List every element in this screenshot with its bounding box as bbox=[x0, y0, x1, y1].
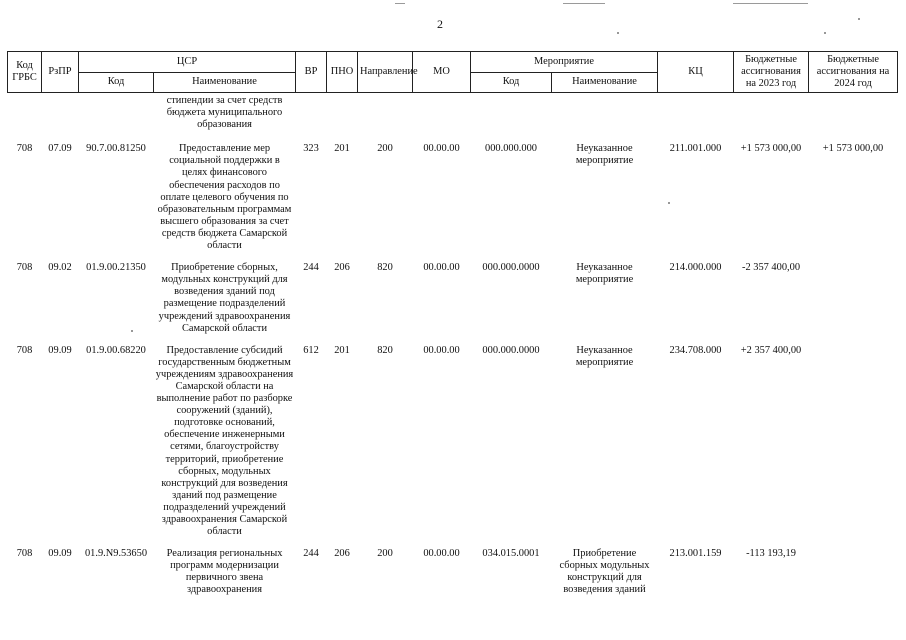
cell-pno: 206 bbox=[334, 262, 350, 274]
scan-artifact bbox=[395, 3, 405, 4]
cell-grbs bbox=[8, 93, 42, 144]
cell-event-name: Неуказанное мероприятие bbox=[575, 143, 634, 167]
table-row bbox=[8, 93, 898, 144]
cell-grbs: 708 bbox=[16, 548, 33, 560]
cell-pno: 201 bbox=[334, 143, 350, 155]
header-grbs: Код ГРБС bbox=[8, 52, 42, 93]
cell-csr-name: Приобретение сборных, модульных конструкций для возведения зданий под размещение подразделений учреждений здравоохранения Самарской области bbox=[158, 262, 291, 334]
header-csr-code: Код bbox=[79, 72, 154, 93]
cell-event-code: 000.000.000 bbox=[485, 143, 537, 155]
cell-event-code: 000.000.0000 bbox=[482, 344, 540, 356]
cell-event-name bbox=[552, 93, 658, 144]
header-event: Мероприятие bbox=[471, 52, 658, 73]
cell-grbs: 708 bbox=[16, 344, 33, 356]
table-row bbox=[8, 548, 898, 596]
cell-kc: 214.000.000 bbox=[669, 262, 722, 274]
budget-table bbox=[7, 51, 898, 597]
cell-budget-2024 bbox=[809, 93, 898, 144]
header-kc: КЦ bbox=[658, 52, 734, 93]
cell-direction: 200 bbox=[377, 143, 393, 155]
cell-event-name: Неуказанное мероприятие bbox=[575, 344, 634, 368]
cell-kc: 234.708.000 bbox=[669, 344, 722, 356]
cell-event-name: Приобретение сборных модульных конструкций для возведения зданий bbox=[559, 548, 650, 596]
cell-budget-2024: +1 573 000,00 bbox=[822, 143, 884, 155]
scan-artifact bbox=[617, 32, 619, 34]
cell-rzpr bbox=[42, 93, 79, 144]
cell-pno bbox=[327, 93, 358, 144]
cell-budget-2024 bbox=[809, 548, 898, 596]
cell-csr-code: 01.9.00.21350 bbox=[86, 262, 146, 274]
cell-budget-2023: -2 357 400,00 bbox=[742, 262, 801, 274]
cell-budget-2024 bbox=[809, 262, 898, 345]
cell-mo: 00.00.00 bbox=[423, 143, 460, 155]
cell-csr-code: 01.9.00.68220 bbox=[86, 344, 146, 356]
cell-rzpr: 09.09 bbox=[48, 548, 72, 560]
cell-grbs: 708 bbox=[16, 262, 33, 274]
cell-budget-2023 bbox=[734, 93, 809, 144]
scan-artifact bbox=[858, 18, 860, 20]
table-header bbox=[8, 52, 898, 93]
cell-rzpr: 09.09 bbox=[48, 344, 72, 356]
header-direction: Направление bbox=[358, 52, 413, 93]
cell-kc: 211.001.000 bbox=[669, 143, 722, 155]
cell-rzpr: 09.02 bbox=[48, 262, 72, 274]
header-vr: ВР bbox=[296, 52, 327, 93]
header-event-name: Наименование bbox=[552, 72, 658, 93]
cell-rzpr: 07.09 bbox=[48, 143, 72, 155]
header-csr-name: Наименование bbox=[154, 72, 296, 93]
header-budget-2023: Бюджетные ассигнования на 2023 год bbox=[734, 52, 809, 93]
header-pno: ПНО bbox=[327, 52, 358, 93]
cell-vr bbox=[296, 93, 327, 144]
cell-event-code: 000.000.0000 bbox=[482, 262, 540, 274]
page-number: 2 bbox=[437, 17, 443, 31]
cell-vr: 323 bbox=[303, 143, 319, 155]
cell-vr: 244 bbox=[303, 262, 319, 274]
table-row bbox=[8, 345, 898, 549]
cell-direction: 820 bbox=[377, 344, 393, 356]
cell-vr: 612 bbox=[303, 344, 319, 356]
cell-direction: 200 bbox=[377, 548, 393, 560]
cell-direction bbox=[358, 93, 413, 144]
header-csr: ЦСР bbox=[79, 52, 296, 73]
cell-mo: 00.00.00 bbox=[423, 548, 460, 560]
cell-budget-2023: +1 573 000,00 bbox=[740, 143, 802, 155]
cell-kc: 213.001.159 bbox=[669, 548, 722, 560]
cell-kc bbox=[658, 93, 734, 144]
cell-csr-name: стипендии за счет средств бюджета муниципального образования bbox=[166, 95, 283, 131]
scan-artifact bbox=[733, 3, 808, 4]
table-row bbox=[8, 262, 898, 345]
cell-event-name: Неуказанное мероприятие bbox=[575, 262, 634, 286]
cell-pno: 201 bbox=[334, 344, 350, 356]
scan-artifact bbox=[824, 32, 826, 34]
table-row bbox=[8, 143, 898, 262]
cell-mo: 00.00.00 bbox=[423, 262, 460, 274]
cell-csr-name: Реализация региональных программ модернизации первичного звена здравоохранения bbox=[166, 548, 283, 596]
cell-csr-name: Предоставление мер социальной поддержки в целях финансового обеспечения расходов по оплате целевого обучения по образовательным программам высшего образования за счет средств бюджета Самарской области bbox=[157, 143, 292, 252]
cell-event-code bbox=[471, 93, 552, 144]
cell-grbs: 708 bbox=[16, 143, 33, 155]
cell-csr-code: 90.7.00.81250 bbox=[86, 143, 146, 155]
scan-artifact bbox=[563, 3, 605, 4]
header-mo: МО bbox=[413, 52, 471, 93]
cell-direction: 820 bbox=[377, 262, 393, 274]
cell-csr-code: 01.9.N9.53650 bbox=[84, 548, 148, 560]
cell-pno: 206 bbox=[334, 548, 350, 560]
header-rzpr: РзПР bbox=[42, 52, 79, 93]
cell-budget-2023: +2 357 400,00 bbox=[740, 344, 802, 356]
cell-budget-2024 bbox=[809, 345, 898, 549]
cell-mo bbox=[413, 93, 471, 144]
cell-event-code: 034.015.0001 bbox=[482, 548, 540, 560]
cell-vr: 244 bbox=[303, 548, 319, 560]
header-event-code: Код bbox=[471, 72, 552, 93]
header-budget-2024: Бюджетные ассигнования на 2024 год bbox=[809, 52, 898, 93]
cell-mo: 00.00.00 bbox=[423, 344, 460, 356]
cell-budget-2023: -113 193,19 bbox=[746, 548, 796, 560]
cell-csr-name: Предоставление субсидий государственным бюджетным учреждениям здравоохранения Самарской области на выполнение работ по разборке сооружений (зданий), подготовке оснований, обеспечение инженерными сетями, благоустройству территорий, приобретение сборных, модульных конструкций для возведения зданий под размещение подразделений учреждений здравоохранения Самарской области bbox=[155, 344, 294, 538]
cell-csr-code bbox=[79, 93, 154, 144]
